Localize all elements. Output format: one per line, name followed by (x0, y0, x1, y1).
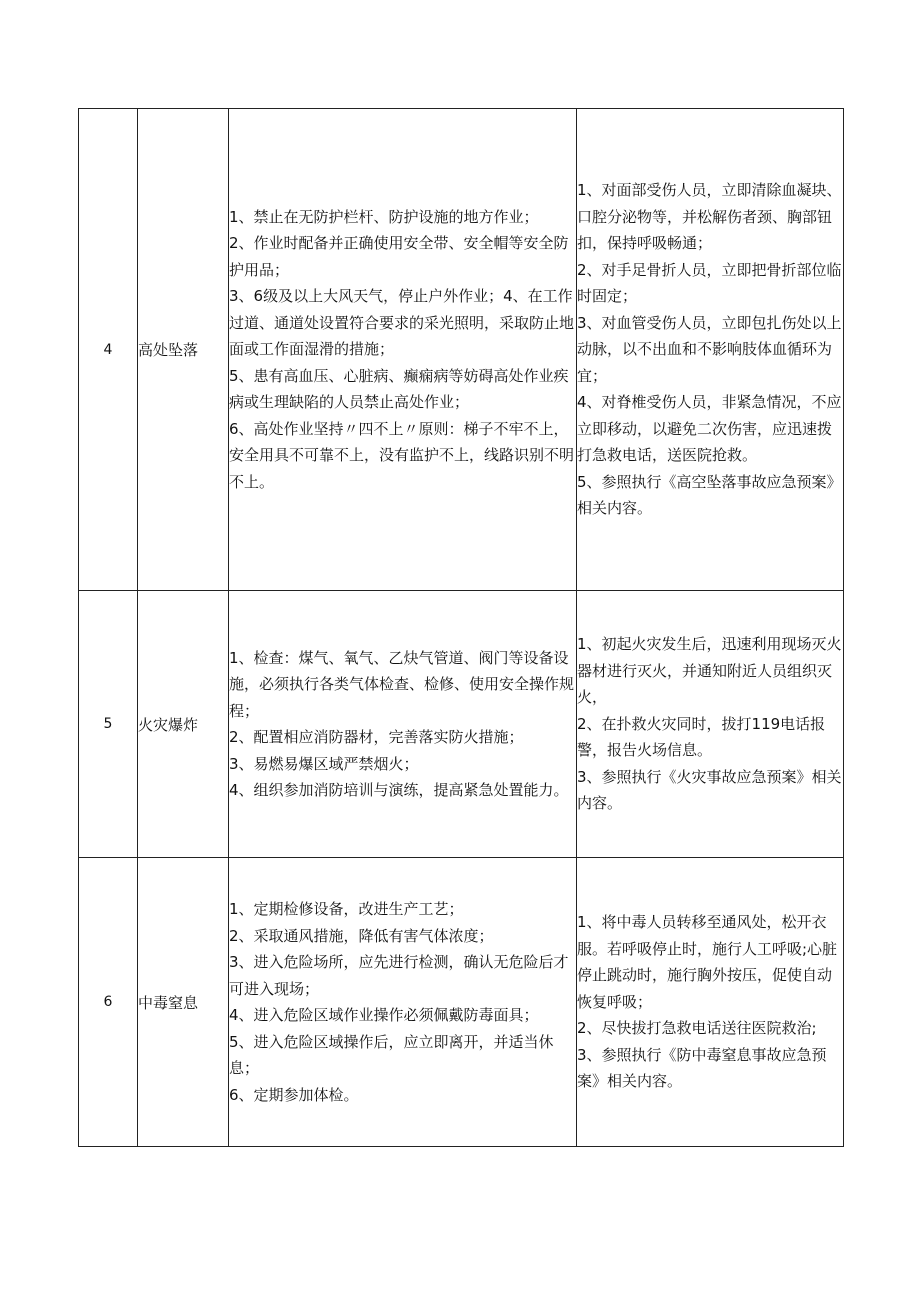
measure-item: 6、高处作业坚持〃四不上〃原则：梯子不牢不上，安全用具不可靠不上，没有监护不上，线路识别不明不上。 (229, 419, 575, 491)
emergency-item: 1、初起火灾发生后，迅速利用现场灭火器材进行灭火，并通知附近人员组织灭火， (577, 635, 842, 707)
measure-item: 1、检查：煤气、氧气、乙炔气管道、阀门等设备设施，必须执行各类气体检查、检修、使用安全操作规程； (229, 648, 575, 720)
emergency-item: 1、对面部受伤人员，立即清除血凝块、口腔分泌物等，并松解伤者颈、胸部钮扣，保持呼吸畅通； (577, 181, 842, 253)
measure-item: 4、进入危险区域作业操作必须佩戴防毒面具； (229, 1006, 539, 1024)
measure-item: 5、进入危险区域操作后，应立即离开，并适当休息； (229, 1032, 554, 1077)
table-row (79, 591, 844, 858)
measure-item: 2、配置相应消防器材，完善落实防火措施； (229, 728, 524, 746)
emergency-measures (577, 591, 844, 858)
emergency-item: 2、尽快拔打急救电话送往医院救治; (577, 1019, 817, 1038)
measure-item: 2、作业时配备并正确使用安全带、安全帽等安全防护用品； (229, 234, 569, 279)
preventive-measures (229, 591, 577, 858)
emergency-item: 2、对手足骨折人员，立即把骨折部位临时固定； (577, 260, 842, 306)
emergency-item: 3、参照执行《火灾事故应急预案》相关内容。 (577, 767, 842, 813)
measure-item: 5、患有高血压、心脏病、癫痫病等妨碍高处作业疾病或生理缺陷的人员禁止高处作业； (229, 366, 569, 412)
measure-item: 3、6级及以上大风天气，停止户外作业；4、在工作过道、通道处设置符合要求的采光照明，采取防止地面或工作面湿滑的措施； (229, 287, 575, 359)
emergency-item: 3、对血管受伤人员，立即包扎伤处以上动脉，以不出血和不影响肢体血循环为宜； (577, 313, 842, 385)
preventive-measures (229, 858, 577, 1147)
hazard-name: 火灾爆炸 (138, 591, 229, 858)
measure-item: 4、组织参加消防培训与演练，提高紧急处置能力。 (229, 781, 569, 799)
emergency-measures (577, 858, 844, 1147)
emergency-item: 1、将中毒人员转移至通风处，松开衣服。若呼吸停止时，施行人工呼吸;心脏停止跳动时，施行胸外按压，促使自动恢复呼吸； (577, 913, 838, 1011)
row-number: 6 (79, 858, 138, 1147)
table-row (79, 858, 844, 1147)
measure-item: 1、禁止在无防护栏杆、防护设施的地方作业； (229, 207, 539, 226)
hazard-name: 高处坠落 (138, 109, 229, 591)
emergency-item: 5、参照执行《高空坠落事故应急预案》相关内容。 (577, 472, 842, 518)
emergency-item: 3、参照执行《防中毒窒息事故应急预案》相关内容。 (577, 1045, 827, 1091)
row-number: 5 (79, 591, 138, 858)
measure-item: 6、定期参加体检。 (229, 1085, 359, 1104)
emergency-measures (577, 109, 844, 591)
hazard-table (78, 108, 844, 1147)
measure-item: 3、进入危险场所，应先进行检测，确认无危险后才可进入现场； (229, 953, 569, 998)
emergency-item: 4、对脊椎受伤人员，非紧急情况，不应立即移动，以避免二次伤害，应迅速拨打急救电话，送医院抢救。 (577, 393, 842, 465)
preventive-measures (229, 109, 577, 591)
hazard-name: 中毒窒息 (138, 858, 229, 1147)
measure-item: 2、采取通风措施，降低有害气体浓度； (229, 926, 494, 945)
row-number: 4 (79, 109, 138, 591)
measure-item: 3、易燃易爆区域严禁烟火； (229, 754, 419, 773)
table-row (79, 109, 844, 591)
measure-item: 1、定期检修设备，改进生产工艺； (229, 900, 464, 918)
emergency-item: 2、在扑救火灾同时，拔打119电话报警，报告火场信息。 (577, 714, 826, 760)
